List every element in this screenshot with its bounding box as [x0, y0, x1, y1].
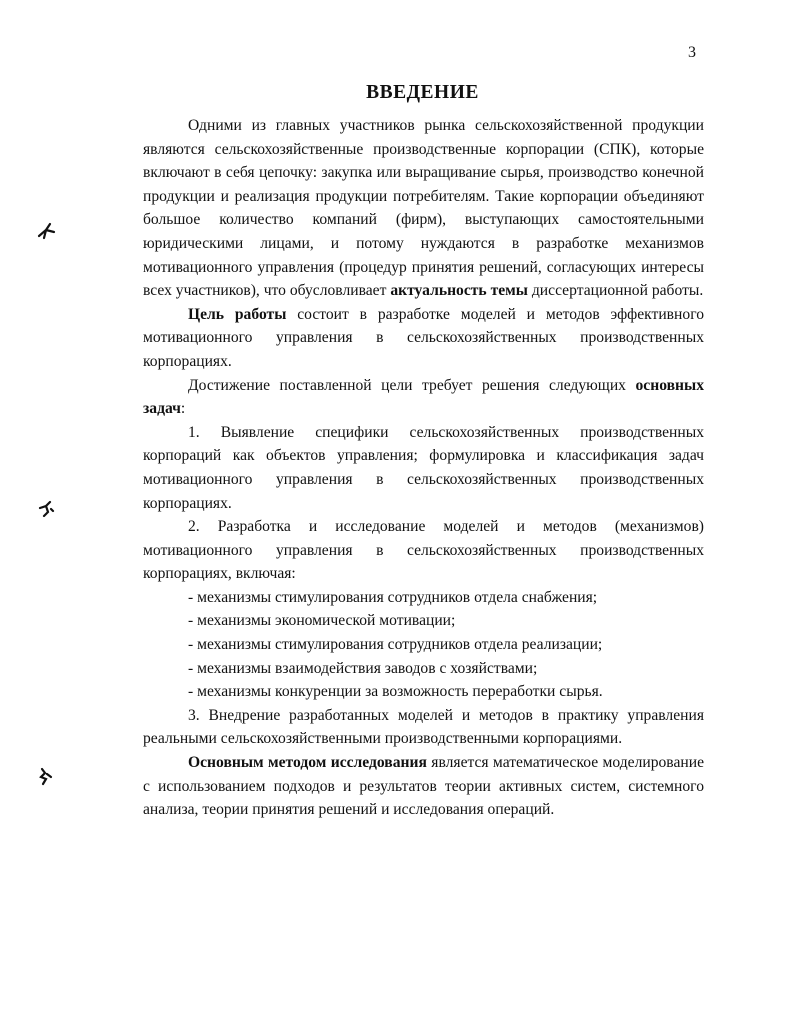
- task-2: 2. Разработка и исследование моделей и методов (механизмов) мотивационного управления в сельскохозяйственных производственных корпорациях, включая:: [143, 518, 704, 583]
- paragraph-method: [143, 751, 704, 822]
- page-title: ВВЕДЕНИЕ: [366, 82, 479, 103]
- paragraph-relevance: [143, 114, 704, 303]
- bold-term: актуальность темы: [390, 282, 528, 300]
- margin-mark-icon: [36, 498, 58, 520]
- list-item: - механизмы взаимодействия заводов с хозяйствами;: [188, 659, 538, 677]
- paragraph-text: :: [180, 400, 186, 418]
- list-item: - механизмы экономической мотивации;: [188, 612, 456, 630]
- list-item: - механизмы стимулирования сотрудников отдела снабжения;: [188, 588, 598, 606]
- paragraph-goal: [143, 303, 704, 374]
- task-3: 3. Внедрение разработанных моделей и методов в практику управления реальными сельскохозяйственными производственными корпорациями.: [143, 706, 704, 748]
- bold-term: основных задач: [143, 376, 704, 418]
- bold-term: Цель работы: [188, 305, 287, 323]
- paragraph-text: Достижение поставленной цели требует решения следующих: [188, 376, 626, 394]
- bold-term: Основным методом исследования: [188, 754, 427, 772]
- paragraph-text: Одними из главных участников рынка сельскохозяйственной продукции являются сельскохозяйственные производственные корпорации (СПК), которые включают в себя цепочку: закупка или выращивание сырья, производство конечной продукции и реализация продукции потребителям. Такие корпорации объединяют большое количество компаний (фирм), выступающих самостоятельными юридическими лицами, и потому нуждаются в разработке механизмов мотивационного управления (процедур принятия решений, согласующих интересы всех участников), что обусловливает: [143, 117, 704, 300]
- list-item: - механизмы стимулирования сотрудников отдела реализации;: [188, 636, 603, 654]
- document-body: [143, 114, 704, 822]
- task-1: 1. Выявление специфики сельскохозяйственных производственных корпораций как объектов управления; формулировка и классификация задач мотивационного управления в сельскохозяйственных производственных корпорациях.: [143, 423, 704, 512]
- page-number: 3: [688, 44, 696, 61]
- margin-mark-icon: [36, 220, 58, 242]
- paragraph-text: состоит в разработке моделей и методов эффективного мотивационного управления в сельскохозяйственных производственных корпорациях.: [143, 305, 704, 370]
- paragraph-text: диссертационной работы.: [531, 282, 704, 300]
- paragraph-tasks-intro: [143, 374, 704, 421]
- paragraph-text: является математическое моделирование с использованием подходов и результатов теории активных систем, системного анализа, теории принятия решений и исследования операций.: [143, 754, 704, 819]
- list-item: - механизмы конкуренции за возможность переработки сырья.: [188, 683, 603, 701]
- margin-mark-icon: [36, 765, 58, 787]
